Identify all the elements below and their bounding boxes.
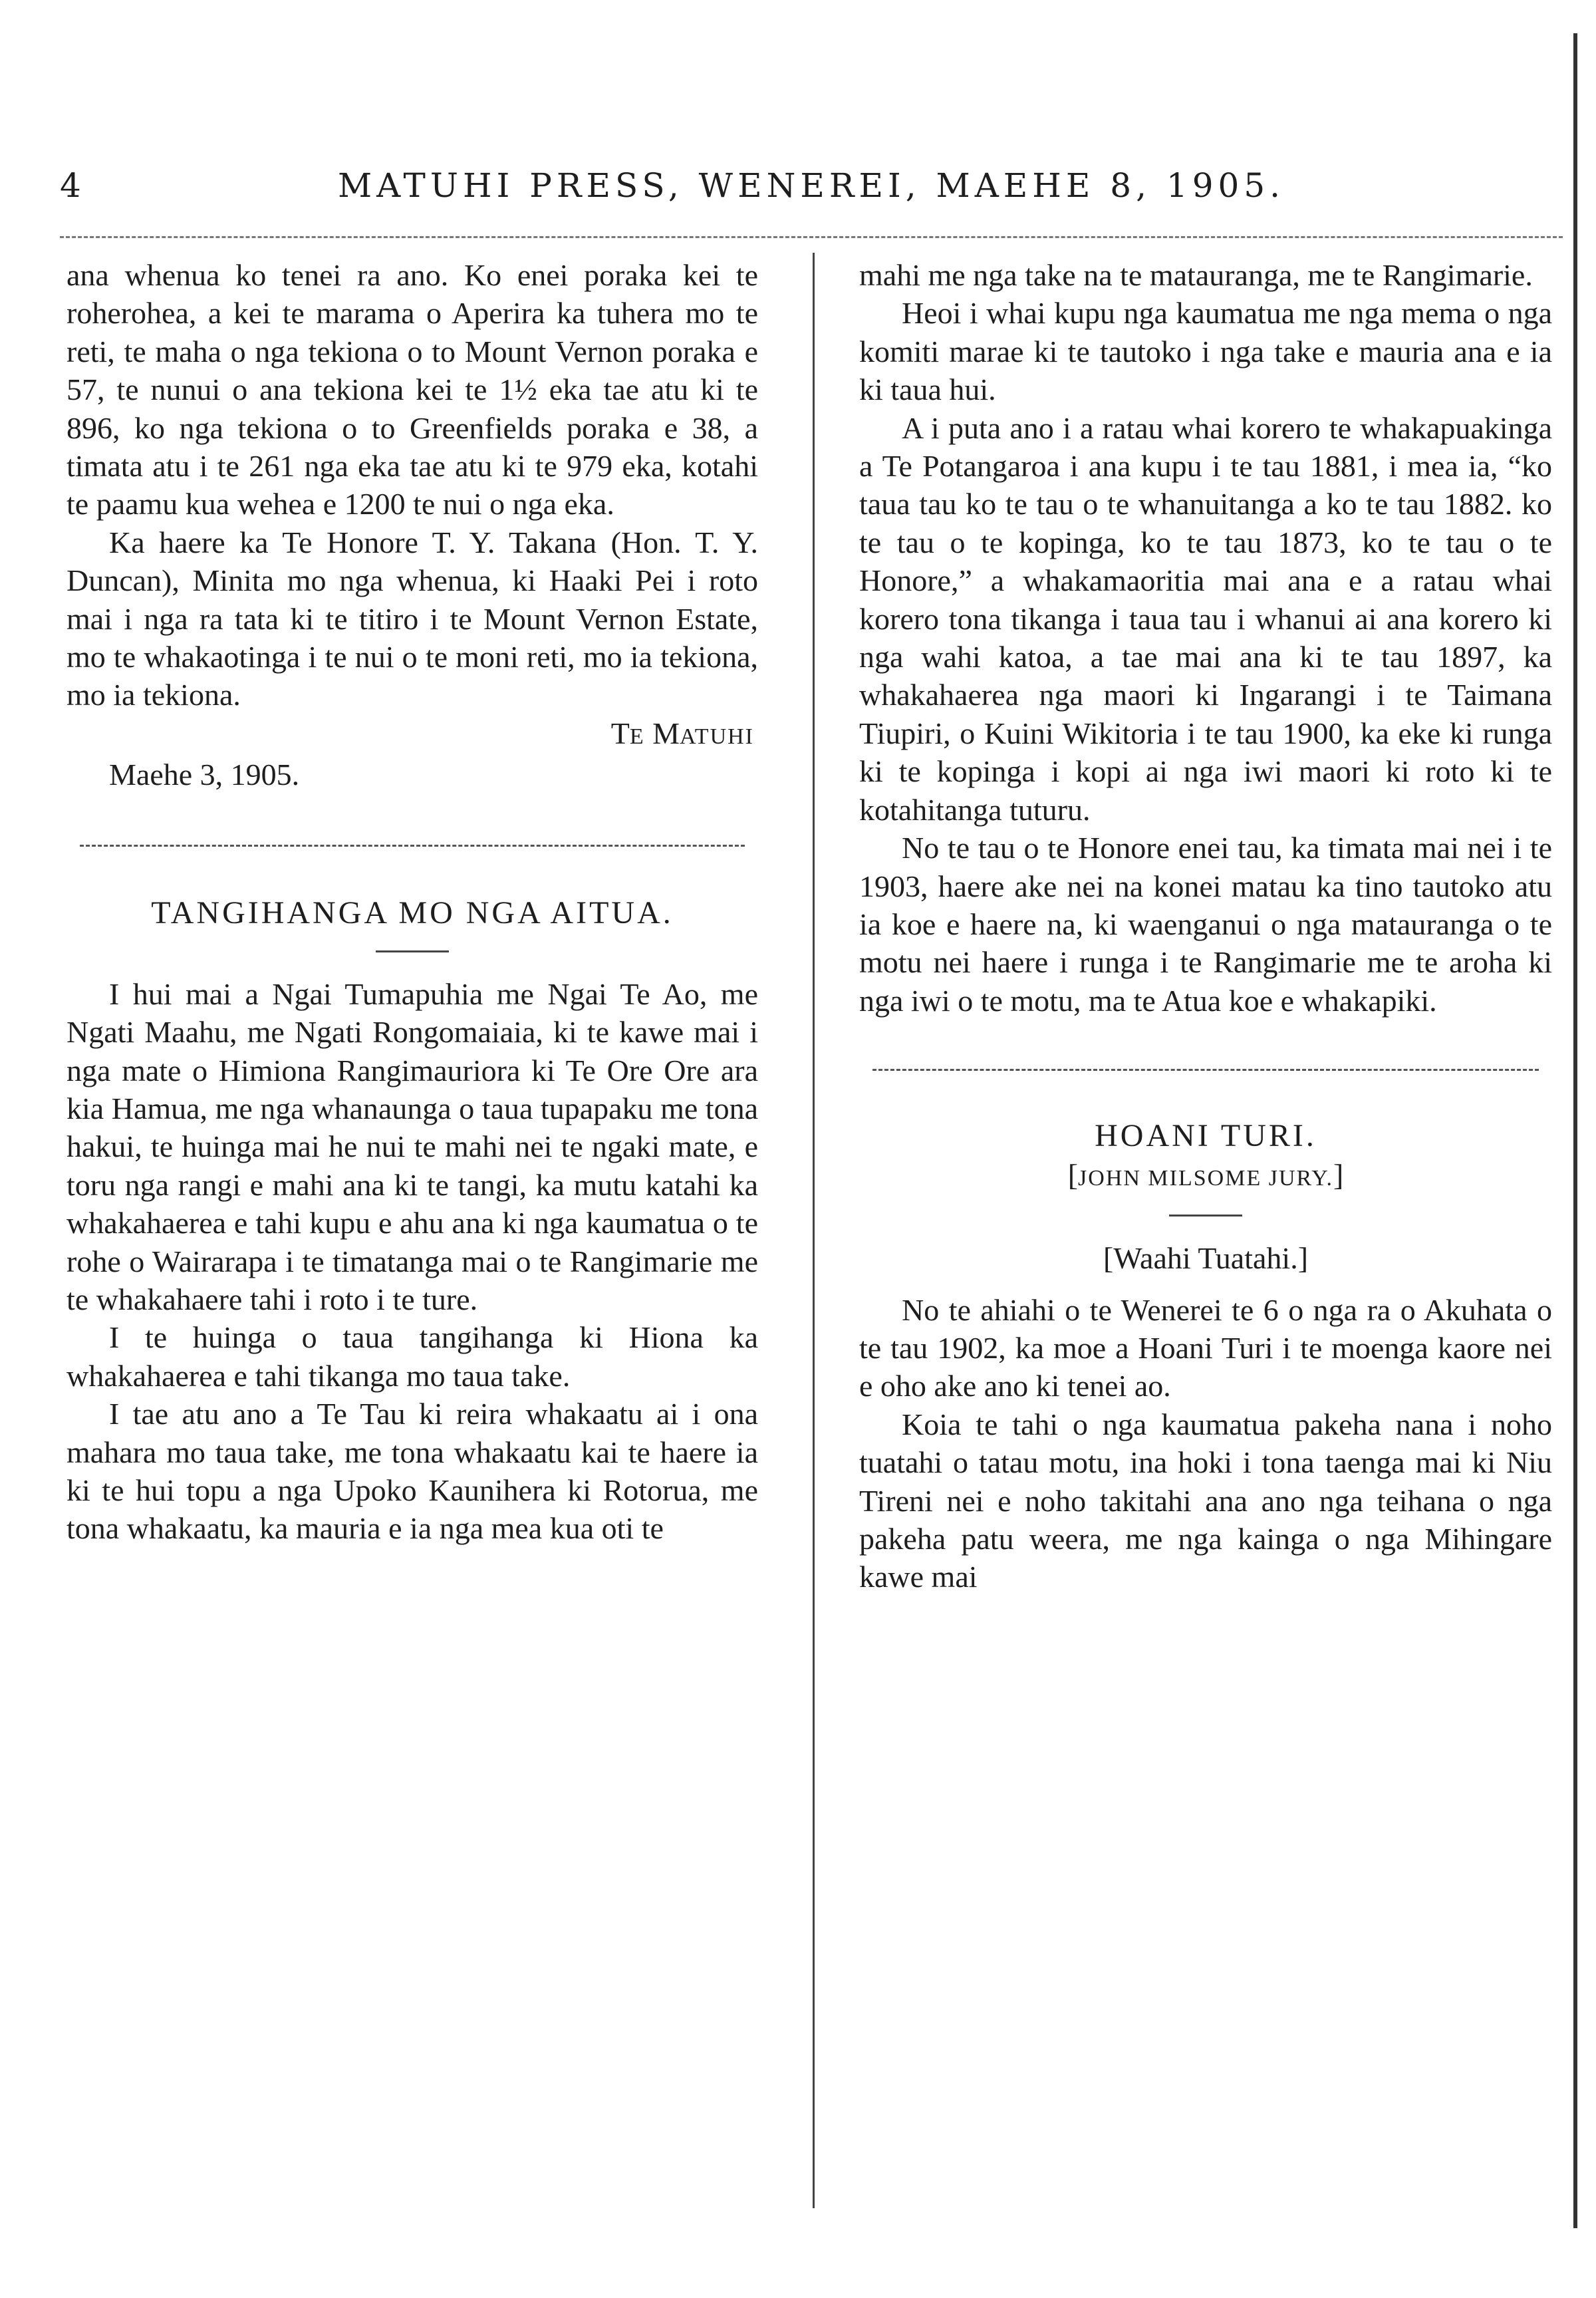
signature-rest-2: ATUHI bbox=[680, 724, 754, 749]
header-rule bbox=[60, 236, 1563, 238]
right-paragraph-2: Heoi i whai kupu nga kaumatua me nga mema o nga komiti marae ki te tautoko i nga take e mauria ana e ia ki taua hui. bbox=[859, 296, 1552, 407]
chapter-heading: [Waahi Tuatahi.] bbox=[1103, 1241, 1309, 1276]
hoani-paragraph-2: Koia te tahi o nga kaumatua pakeha nana i noho tuatahi o tatau motu, ina hoki i tona taenga mai ki Niu Tireni nei e noho takitahi ana ano nga teihana o nga pakeha patu weera, me nga kainga o nga Mihingare kawe mai bbox=[859, 1407, 1552, 1594]
right-paragraph-3: A i puta ano i a ratau whai korero te whakapuakinga a Te Potangaroa i ana kupu i te tau 1881, i mea ia, “ko taua tau ko te tau o te whanuitanga a ko te tau 1882. ko te tau o te kopinga, ko te tau 1873, ko te tau o te Honore,” a whakamaoritia mai ana e a ratau whai korero tona tikanga i taua tau i whanui ai ana korero ki nga wahi katoa, a tae mai ana ki te tau 1897, ka whakahaerea nga maori ki Ingarangi i te Taimana Tiupiri, o Kuini Wikitoria i te tau 1900, ka eke ki runga ki te kopinga i kopi ai nga iwi maori ki roto ki te kotahitanga tuturu. bbox=[859, 410, 1552, 827]
section-separator bbox=[80, 845, 745, 847]
heading-short-rule bbox=[376, 950, 449, 952]
tangihanga-paragraph-1: I hui mai a Ngai Tumapuhia me Ngai Te Ao, me Ngati Maahu, me Ngati Rongomaiaia, ki te kawe mai i nga mate o Himiona Rangimauriora ki Te Ore Ore ara kia Hamua, me nga whanaunga o taua tupapaku me tona hakui, te huinga mai he nui te mahi nei te ngaki mate, e toru nga rangi e mahi ana ki te tangi, ka mutu katahi ka whakahaerea e tahi kupu e ahu ana ki nga kaumatua o te rohe o Wairarapa i te timatanga mai o te Rangimarie me te whakahaere tahi i roto i te ture. bbox=[66, 976, 758, 1316]
left-paragraph-1: ana whenua ko tenei ra ano. Ko enei poraka kei te roherohea, a kei te marama o Aperira ka tuhera mo te reti, te maha o nga tekiona o to Mount Vernon poraka e 57, te nunui o ana tekiona kei te 1½ eka tae atu ki te 896, ko nga tekiona o to Greenfields poraka e 38, a timata atu i te 261 nga eka tae atu ki te 979 eka, kotahi te paamu kua wehea e 1200 te nui o nga eka. bbox=[66, 258, 758, 521]
signature bbox=[66, 714, 758, 756]
signature-initial-2: M bbox=[644, 716, 680, 750]
left-column bbox=[66, 256, 758, 1548]
page-title: MATUHI PRESS, WENEREI, MAEHE 8, 1905. bbox=[337, 166, 1285, 205]
left-paragraph-2: Ka haere ka Te Honore T. Y. Takana (Hon. T. Y. Duncan), Minita mo nga whenua, ki Haaki Pei i roto mai i nga ra tata ki te titiro i te Mount Vernon Estate, mo te whakaotinga i te nui o te moni reti, mo ia tekiona, mo ia tekiona. bbox=[66, 525, 758, 712]
column-divider bbox=[813, 253, 815, 2208]
dateline: Maehe 3, 1905. bbox=[109, 758, 300, 792]
page-header bbox=[60, 166, 1563, 219]
signature-initial-1: T bbox=[610, 716, 630, 750]
right-paragraph-1: mahi me nga take na te matauranga, me te Rangimarie. bbox=[859, 258, 1533, 292]
tangihanga-paragraph-3: I tae atu ano a Te Tau ki reira whakaatu ai i ona mahara mo taua take, me tona whakaatu kai te haere ia ki te hui topu a nga Upoko Kaunihera ki Rotorua, me tona whakaatu, ka mauria e ia nga mea kua oti te bbox=[66, 1397, 758, 1546]
right-column bbox=[859, 256, 1552, 1596]
signature-rest-1: E bbox=[629, 724, 645, 749]
page-number: 4 bbox=[60, 166, 82, 205]
subheading-text: JOHN MILSOME JURY. bbox=[1078, 1166, 1333, 1191]
hoani-paragraph-1: No te ahiahi o te Wenerei te 6 o nga ra o Akuhata o te tau 1902, ka moe a Hoani Turi i te moenga kaore nei e oho ake ano ki tenei ao. bbox=[859, 1292, 1552, 1403]
section-heading-hoani-turi: HOANI TURI. bbox=[1095, 1118, 1317, 1154]
subheading-open-bracket: [ bbox=[1067, 1158, 1079, 1193]
subheading-short-rule bbox=[1169, 1215, 1242, 1217]
page-edge-bar bbox=[1573, 33, 1577, 2228]
subheading-close-bracket: ] bbox=[1333, 1158, 1344, 1193]
section-heading-tangihanga: TANGIHANGA MO NGA AITUA. bbox=[151, 895, 674, 931]
tangihanga-paragraph-2: I te huinga o taua tangihanga ki Hiona ka whakahaerea e tahi tikanga mo taua take. bbox=[66, 1320, 758, 1393]
right-paragraph-4: No te tau o te Honore enei tau, ka timata mai nei i te 1903, haere ake nei na konei matau ka tino tautoko atu ia koe e haere na, ki waenganui o nga matauranga o te motu nei haere i runga i te Rangimarie me te aroha ki nga iwi o te motu, ma te Atua koe e whakapiki. bbox=[859, 831, 1552, 1018]
chapter-gap bbox=[859, 1278, 1552, 1291]
section-subheading bbox=[859, 1156, 1552, 1197]
section-separator-right bbox=[872, 1069, 1539, 1071]
